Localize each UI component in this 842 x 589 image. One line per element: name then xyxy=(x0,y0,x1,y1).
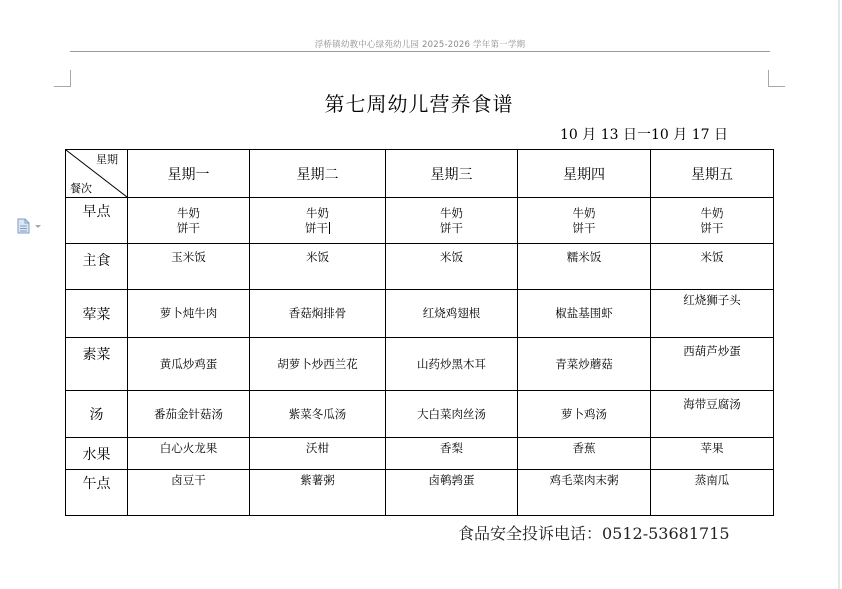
dish-name: 椒盐基围虾 xyxy=(555,306,613,320)
menu-cell[interactable] xyxy=(386,244,518,290)
table-row-breakfast-snack xyxy=(66,198,774,244)
menu-cell[interactable] xyxy=(518,244,651,290)
document-icon[interactable] xyxy=(16,218,46,234)
menu-cell[interactable] xyxy=(518,198,651,244)
dish-name: 饼干 xyxy=(572,220,596,235)
day-header: 星期四 xyxy=(518,150,651,198)
dish-name: 牛奶 xyxy=(572,205,596,220)
meal-label: 荤菜 xyxy=(66,290,128,338)
dish-name: 卤豆干 xyxy=(171,473,206,487)
dish-name: 红烧鸡翅根 xyxy=(422,306,481,320)
menu-cell[interactable] xyxy=(250,438,386,470)
meal-label: 午点 xyxy=(66,470,128,516)
menu-cell[interactable] xyxy=(651,438,774,470)
menu-cell[interactable] xyxy=(128,244,250,290)
menu-cell[interactable] xyxy=(386,198,518,244)
dish-name: 香菇焖排骨 xyxy=(288,306,347,320)
menu-cell[interactable] xyxy=(128,338,250,391)
dish-name: 黄瓜炒鸡蛋 xyxy=(159,356,218,371)
menu-cell[interactable] xyxy=(651,391,774,438)
corner-label-meal: 餐次 xyxy=(70,182,92,195)
menu-cell[interactable] xyxy=(386,470,518,516)
menu-cell[interactable] xyxy=(250,391,386,438)
menu-cell[interactable] xyxy=(518,470,651,516)
table-row-vegetable-dish xyxy=(66,338,774,391)
dish-name: 萝卜鸡汤 xyxy=(561,406,607,421)
dish-name: 玉米饭 xyxy=(171,250,206,264)
document-title: 第七周幼儿营养食谱 xyxy=(324,92,514,116)
table-row-soup xyxy=(66,391,774,438)
diagonal-header-cell xyxy=(66,150,128,198)
date-range: 10 月 13 日一10 月 17 日 xyxy=(560,127,728,143)
dish-name: 紫薯粥 xyxy=(300,473,335,487)
menu-cell[interactable] xyxy=(386,338,518,391)
meal-label: 早点 xyxy=(66,198,128,244)
menu-cell[interactable] xyxy=(651,290,774,338)
menu-cell[interactable] xyxy=(518,338,651,391)
menu-cell[interactable] xyxy=(128,438,250,470)
table-row-afternoon-snack xyxy=(66,470,774,516)
menu-cell[interactable] xyxy=(651,470,774,516)
dish-name: 牛奶 xyxy=(177,205,200,220)
menu-cell[interactable] xyxy=(250,244,386,290)
dish-name: 大白菜肉丝汤 xyxy=(417,406,486,421)
dish-name: 米饭 xyxy=(440,250,463,264)
menu-cell[interactable] xyxy=(518,290,651,338)
dish-name: 米饭 xyxy=(700,250,724,264)
dish-name: 牛奶 xyxy=(306,205,329,220)
dish-name: 西葫芦炒蛋 xyxy=(683,344,741,358)
dish-name: 牛奶 xyxy=(700,205,724,220)
dish-name: 鸡毛菜肉末粥 xyxy=(549,473,619,487)
meal-label: 水果 xyxy=(66,438,128,470)
header-rule xyxy=(70,51,770,52)
day-header: 星期一 xyxy=(128,150,250,198)
menu-cell[interactable] xyxy=(250,470,386,516)
dish-name: 米饭 xyxy=(306,250,329,264)
dish-name: 紫菜冬瓜汤 xyxy=(288,406,347,421)
dish-name: 饼干 xyxy=(305,220,328,235)
dish-name: 饼干 xyxy=(440,220,463,235)
day-header: 星期二 xyxy=(250,150,386,198)
dish-name: 糯米饭 xyxy=(566,250,602,264)
menu-cell[interactable] xyxy=(386,290,518,338)
menu-cell[interactable] xyxy=(128,290,250,338)
dish-name: 海带豆腐汤 xyxy=(683,397,741,411)
menu-cell[interactable] xyxy=(518,391,651,438)
text-cursor xyxy=(329,222,330,234)
menu-table xyxy=(65,149,774,516)
table-row-fruit xyxy=(66,438,774,470)
page-edge xyxy=(838,0,840,589)
table-row-meat-dish xyxy=(66,290,774,338)
day-header: 星期五 xyxy=(651,150,774,198)
menu-cell[interactable] xyxy=(250,198,386,244)
corner-label-weekday: 星期 xyxy=(96,153,118,166)
table-header-row xyxy=(66,150,774,198)
running-header: 浮桥镇幼教中心绿苑幼儿园 2025-2026 学年第一学期 xyxy=(314,40,526,50)
menu-cell[interactable] xyxy=(651,198,774,244)
dish-name: 牛奶 xyxy=(440,205,463,220)
meal-label: 素菜 xyxy=(66,338,128,391)
dish-name: 沃柑 xyxy=(306,441,329,455)
menu-cell[interactable] xyxy=(386,438,518,470)
dish-name: 香梨 xyxy=(440,441,463,455)
menu-cell[interactable] xyxy=(250,338,386,391)
dish-name: 胡萝卜炒西兰花 xyxy=(277,356,358,371)
menu-cell[interactable] xyxy=(651,338,774,391)
dish-name: 香蕉 xyxy=(572,441,596,455)
margin-corner-mark-right xyxy=(768,70,785,87)
dish-name: 苹果 xyxy=(700,441,724,455)
dish-name: 白心火龙果 xyxy=(159,441,218,455)
menu-cell[interactable] xyxy=(651,244,774,290)
dish-name: 红烧狮子头 xyxy=(683,293,741,307)
meal-label: 主食 xyxy=(66,244,128,290)
dish-name: 山药炒黑木耳 xyxy=(417,356,486,371)
dish-name: 饼干 xyxy=(700,220,724,235)
dish-name: 青菜炒蘑菇 xyxy=(555,356,613,371)
menu-cell[interactable] xyxy=(250,290,386,338)
menu-cell[interactable] xyxy=(128,391,250,438)
table-row-staple xyxy=(66,244,774,290)
dish-name: 番茄金针菇汤 xyxy=(154,406,223,421)
dish-name: 萝卜炖牛肉 xyxy=(159,306,218,320)
dish-name: 蒸南瓜 xyxy=(694,473,730,487)
menu-cell[interactable] xyxy=(128,198,250,244)
day-header: 星期三 xyxy=(386,150,518,198)
meal-label: 汤 xyxy=(66,391,128,438)
complaint-hotline: 食品安全投诉电话：0512-53681715 xyxy=(458,524,730,543)
menu-cell[interactable] xyxy=(386,391,518,438)
menu-cell[interactable] xyxy=(518,438,651,470)
menu-cell[interactable] xyxy=(128,470,250,516)
margin-corner-mark-left xyxy=(54,70,71,87)
dish-name: 饼干 xyxy=(177,220,200,235)
dish-name: 卤鹌鹑蛋 xyxy=(428,473,475,487)
